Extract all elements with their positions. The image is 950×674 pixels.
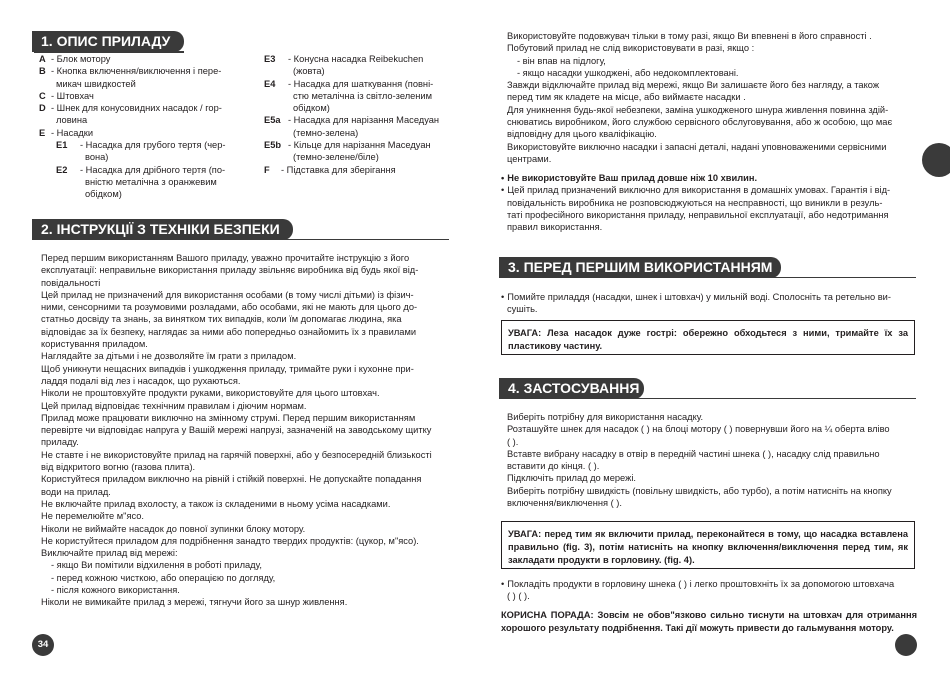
legend-item: C - Штовхач — [39, 90, 94, 101]
text-line: повідальність виробника не розповсюджуються на несправності, що виникли в резуль- — [507, 197, 883, 208]
text-line: відповідну для цього кваліфікацію. — [507, 129, 657, 140]
text-line: ( ) ( ). — [507, 591, 530, 602]
text-line: користування приладом. — [41, 339, 148, 350]
text-line: ними, сенсорними та розумовими розладами, або особами, які не мають для цього до- — [41, 302, 418, 313]
text-line: правил використання. — [507, 222, 603, 233]
text-line: Щоб уникнути нещасних випадків і ушкодження приладу, тримайте руки і кухонне при- — [41, 363, 414, 374]
section-heading-text: 1. ОПИС ПРИЛАДУ — [41, 33, 171, 49]
usage-feed-text — [501, 578, 917, 603]
text-line: експлуатації: неправильне використання приладу звільняє виробника від будь якої від- — [41, 265, 419, 276]
legend-item: E3 - Конусна насадка Reibekuchen — [264, 54, 424, 64]
text-line: вставити до кінця. ( ). — [507, 461, 600, 472]
before-first-use-text — [501, 291, 917, 316]
legend-item-cont: микач швидкостей — [56, 78, 136, 89]
legend-item-cont: (жовта) — [293, 66, 325, 77]
text-line: відповідає за їх безпеку, наглядає за ними або попередньо ознайомить їх з правилами — [41, 326, 417, 337]
text-line: Не користуйтеся приладом для подрібнення занадто твердих продуктів: (цукор, м"ясо). — [41, 535, 419, 546]
legend-item: E5a - Насадка для нарізання Маседуан — [264, 115, 440, 126]
text-line: води на прилад. — [41, 486, 111, 497]
legend-item-cont: обідком) — [293, 103, 330, 114]
chapter-tab-marker — [922, 143, 950, 177]
bullet-max-duration — [501, 172, 917, 233]
legend-subitem-cont: вністю металічна з оранжевим — [85, 176, 217, 187]
text-line: від відкритого вогню (газова плита). — [41, 462, 196, 473]
page-number-right — [895, 634, 917, 656]
legend-subitem: E1 - Насадка для грубого тертя (чер- — [56, 140, 226, 151]
text-line: Цей прилад відповідає технічним правилам і діючим нормам. — [41, 400, 307, 411]
text-line: Вставте вибрану насадку в отвір в передній частині шнека ( ), насадку слід правильно — [507, 448, 880, 459]
text-line: - він впав на підлогу, — [517, 55, 606, 66]
text-line: Не перемелюйте м"ясо. — [41, 511, 144, 522]
text-line: - якщо насадки ушкоджені, або недокомплектовані. — [517, 67, 739, 78]
text-line: - якщо Ви помітили відхилення в роботі приладу, — [51, 560, 262, 571]
text-line: Цей прилад не призначений для використання особами (в тому числі дітьми) із фізич- — [41, 289, 414, 300]
text-line: снюватись виробником, його службою сервісного обслуговування, або ж особою, що має — [507, 117, 893, 128]
warning-box-insert: УВАГА: перед тим як включити прилад, переконайтеся в тому, що насадка вставлена правильно (fig. 3), потім натисніть на кнопку включення/виключення перед тим, як закладати продукти в горловину. (fig. 4). — [501, 521, 915, 569]
text-line: приладу. — [41, 437, 79, 448]
text-line: сушіть. — [507, 304, 538, 315]
legend-item: A - Блок мотору — [39, 54, 111, 64]
heading-rule — [501, 398, 916, 399]
section-heading-usage — [501, 378, 644, 399]
text-line: - перед кожною чисткою, або операцією по догляду, — [51, 572, 276, 583]
section-heading-safety — [34, 219, 293, 240]
text-line: ( ). — [507, 436, 519, 447]
legend-subitem-cont: обідком) — [85, 189, 122, 200]
text-line: Виберіть потрібну для використання насадку. — [507, 412, 704, 422]
text-line: таті професійного використання приладу, неправильної експлуатації, або недотримання — [507, 209, 889, 220]
section-heading-text: 3. ПЕРЕД ПЕРШИМ ВИКОРИСТАННЯМ — [508, 259, 773, 275]
heading-rule — [34, 239, 449, 240]
section-heading-description — [34, 31, 184, 52]
text-line: • Цей прилад призначений виключно для використання в домашніх умовах. Гарантія і від- — [501, 184, 917, 196]
legend-item: E4 - Насадка для шаткування (повні- — [264, 78, 434, 89]
legend-item-cont: (темно-зелена) — [293, 127, 359, 138]
text-line: Підключіть прилад до мережі. — [507, 473, 636, 484]
text-line: перед тим як кладете на місце, або виймаєте насадки . — [507, 92, 746, 103]
legend-subitem: E2 - Насадка для дрібного тертя (по- — [56, 164, 226, 175]
text-line: Ніколи не вимикайте прилад з мережі, тягнучи його за шнур живлення. — [41, 597, 348, 608]
parts-legend-col2 — [264, 53, 464, 176]
legend-subitem-cont: вона) — [85, 152, 109, 163]
legend-item: E - Насадки — [39, 127, 94, 138]
text-line: Ніколи не виймайте насадок до повної зупинки блоку мотору. — [41, 523, 306, 534]
text-line: Користуйтеся приладом виключно на рівній і стійкій поверхні. Не допускайте попадання — [41, 474, 422, 485]
text-line: включення/виключення ( ). — [507, 498, 622, 509]
legend-item: E5b - Кільце для нарізання Маседуан — [264, 140, 431, 151]
text-line: повідальності — [41, 277, 101, 288]
text-line: Не ставте і не використовуйте прилад на гарячій поверхні, або у безпосередній близькості — [41, 449, 432, 460]
legend-item: D - Шнек для конусовидних насадок / гор- — [39, 103, 222, 114]
bold-bullet: • Не використовуйте Ваш прилад довше ніж 10 хвилин. — [501, 172, 917, 184]
text-line: Прилад може працювати виключно на змінному струмі. Перед першим використанням — [41, 412, 416, 423]
text-line: ладдя подалі від лез і насадок, що рухаються. — [41, 375, 241, 386]
legend-item-cont: ловина — [56, 115, 88, 126]
legend-item-cont: стю металічна із світло-зеленим — [293, 90, 433, 101]
useful-tip: КОРИСНА ПОРАДА: Зовсім не обов"язково сильно тиснути на штовхач для отримання хорошого результату подрібнення. Такі дії можуть привести до гальмування мотору. — [501, 610, 917, 633]
heading-rule — [501, 277, 916, 278]
text-line: Виключайте прилад від мережі: — [41, 548, 178, 559]
section-heading-before-first-use — [501, 257, 781, 278]
text-line: - після кожного використання. — [51, 585, 180, 596]
legend-item: F - Підставка для зберігання — [264, 164, 396, 175]
section-heading-text: 2. ІНСТРУКЦІЇ З ТЕХНІКИ БЕЗПЕКИ — [41, 221, 280, 237]
legend-item-cont: (темно-зелене/біле) — [293, 152, 379, 163]
text-line: статньо досвіду та знань, за винятком тих випадків, коли їм допомагає людина, яка — [41, 314, 402, 325]
text-line: Використовуйте виключно насадки і запасні деталі, надані уповноваженими сервісними — [507, 141, 887, 152]
page-number-left: 34 — [32, 634, 54, 656]
text-line: Наглядайте за дітьми і не дозволяйте їм грати з приладом. — [41, 351, 297, 362]
parts-legend-col1 — [39, 53, 254, 201]
text-line: Розташуйте шнек для насадок ( ) на блоці мотору ( ) повернувши його на ¼ оберта вліво — [507, 424, 890, 435]
text-line: Перед першим використанням Вашого приладу, уважно прочитайте інструкцію з його — [41, 253, 410, 263]
legend-item: B - Кнопка включення/виключення і пере- — [39, 66, 222, 77]
text-line: Для уникнення будь-якої небезпеки, заміна ушкодженого шнура живлення повинна здій- — [507, 104, 889, 115]
text-line: перевірте чи відповідає напруга у Вашій мережі напрузі, зазначеній на заводському щитку — [41, 425, 432, 436]
text-line: Ніколи не проштовхуйте продукти руками, використовуйте для цього штовхач. — [41, 388, 380, 399]
safety-instructions — [41, 252, 449, 609]
usage-steps — [507, 411, 917, 509]
text-line: Виберіть потрібну швидкість (повільну швидкість, або турбо), а потім натисніть на кнопку — [507, 485, 892, 496]
safety-instructions-continued — [507, 30, 917, 165]
text-line: • Помийте приладдя (насадки, шнек і штовхач) у мильній воді. Сполосніть та ретельно ви- — [501, 291, 917, 303]
text-line: центрами. — [507, 153, 552, 164]
text-line: Використовуйте подовжувач тільки в тому разі, якщо Ви впевнені в його справності . — [507, 31, 872, 41]
text-line: • Покладіть продукти в горловину шнека ( ) і легко проштовхніть їх за допомогою штовхача — [501, 578, 917, 590]
text-line: Завжди відключайте прилад від мережі, якщо Ви залишаєте його без нагляду, а також — [507, 80, 880, 91]
section-heading-text: 4. ЗАСТОСУВАННЯ — [508, 380, 640, 396]
warning-box-blades: УВАГА: Леза насадок дуже гострі: обережно обходьтеся з ними, тримайте їх за пластикову частину. — [501, 320, 915, 355]
text-line: Побутовий прилад не слід використовувати в разі, якщо : — [507, 43, 755, 54]
text-line: Не включайте прилад вхолосту, а також із складеними в ньому усіма насадками. — [41, 498, 391, 509]
